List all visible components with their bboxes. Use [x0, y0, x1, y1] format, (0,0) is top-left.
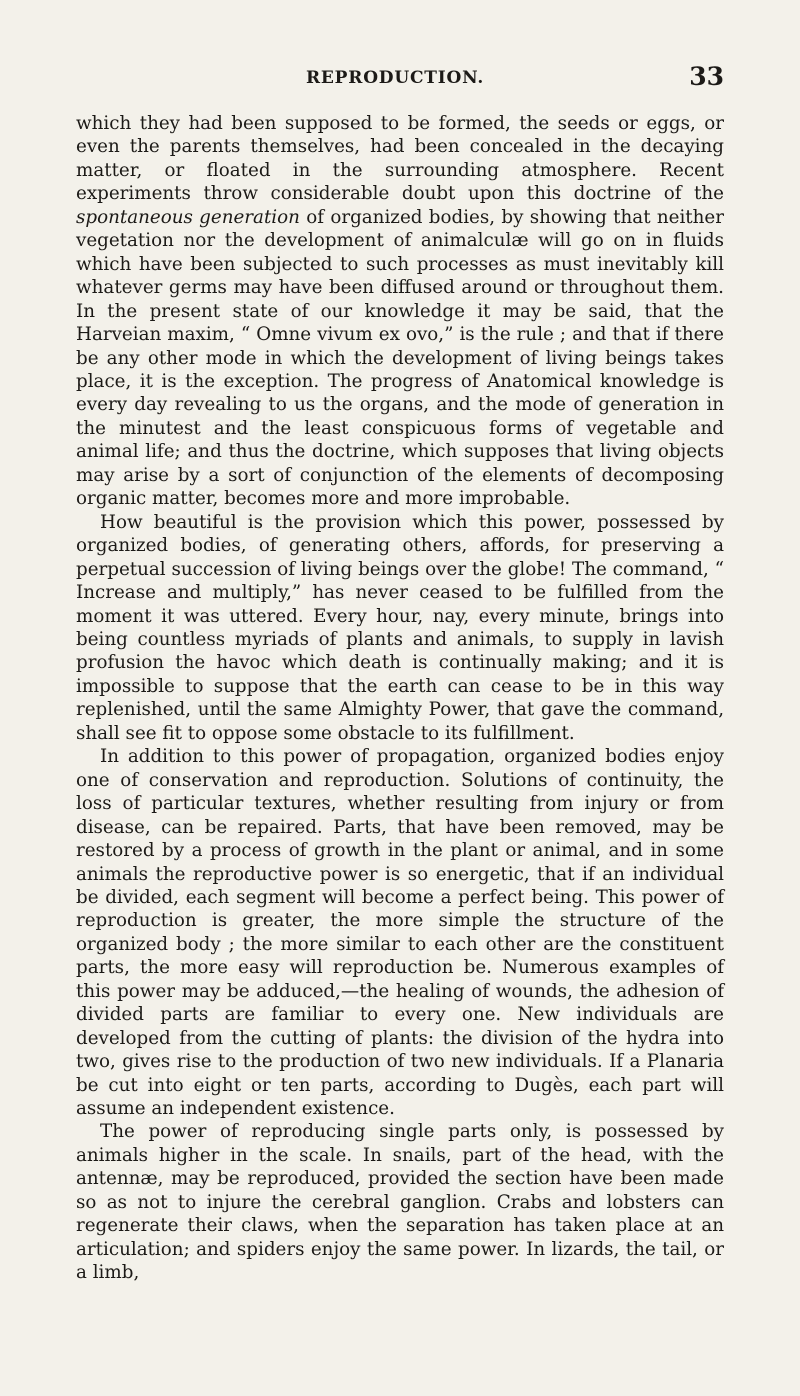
page-header — [300, 60, 724, 96]
paragraph-2 — [76, 511, 724, 746]
italic-term: spontaneous generation — [76, 206, 300, 228]
text-run: The power of reproducing single parts only, is possessed by animals higher in the scale. In snails, part of the head, with the antennæ, may be reproduced, provided the section have been made so as not to injure the cerebral ganglion. Crabs and lobsters can regenerate their claws, when the separation has taken place at an articulation; and spiders enjoy the same power. In lizards, the tail, or a limb, — [76, 1121, 724, 1284]
page-number: 33 — [689, 62, 724, 91]
text-run: In addition to this power of propagation, organized bodies enjoy one of conservation and reproduction. Solutions of continuity, the loss of particular textures, whether resulting from injury or from disease, can be repaired. Parts, that have been removed, may be restored by a process of growth in the plant or animal, and in some animals the reproductive power is so energetic, that if an individual be divided, each segment will become a perfect being. This power of reproduction is greater, the more simple the structure of the organized body ; the more similar to each other are the constituent parts, the more easy will reproduction be. Numerous examples of this power may be adduced,—the healing of wounds, the adhesion of divided parts are familiar to every one. New individuals are developed from the cutting of plants: the division of the hydra into two, gives rise to the production of two new individuals. If a Planaria be cut into eight or ten parts, according to Dugès, each part will assume an independent existence. — [76, 746, 724, 1120]
text-run: which they had been supposed to be formed, the seeds or eggs, or even the parents themselves, had been concealed in the decaying matter, or floated in the surrounding atmosphere. Recent experiments throw considerable doubt upon this doctrine of the — [76, 113, 724, 205]
text-run: How beautiful is the provision which this power, possessed by organized bodies, of generating others, affords, for preserving a perpetual succession of living beings over the globe! The command, “ Increase and multiply,” has never ceased to be fulfilled from the moment it was uttered. Every hour, nay, every minute, brings into being countless myriads of plants and animals, to supply in lavish profusion the havoc which death is continually making; and it is impossible to suppose that the earth can cease to be in this way replenished, until the same Almighty Power, that gave the command, shall see fit to oppose some obstacle to its fulfillment. — [76, 511, 724, 744]
paragraph-1 — [76, 112, 724, 511]
running-head: REPRODUCTION. — [306, 68, 485, 88]
paragraph-3 — [76, 745, 724, 1120]
paragraph-4 — [76, 1120, 724, 1284]
text-run: of organized bodies, by showing that neither vegetation nor the development of animalculæ will go on in fluids which have been subjected to such processes as must inevitably kill whatever germs may have been diffused around or throughout them. In the present state of our knowledge it may be said, that the Harveian maxim, “ Omne vivum ex ovo,” is the rule ; and that if there be any other mode in which the development of living beings takes place, it is the exception. The progress of Anatomical knowledge is every day revealing to us the organs, and the mode of generation in the minutest and the least conspicuous forms of vegetable and animal life; and thus the doctrine, which supposes that living objects may arise by a sort of conjunction of the elements of decomposing organic matter, becomes more and more improbable. — [76, 206, 724, 510]
body-text — [76, 112, 724, 1285]
